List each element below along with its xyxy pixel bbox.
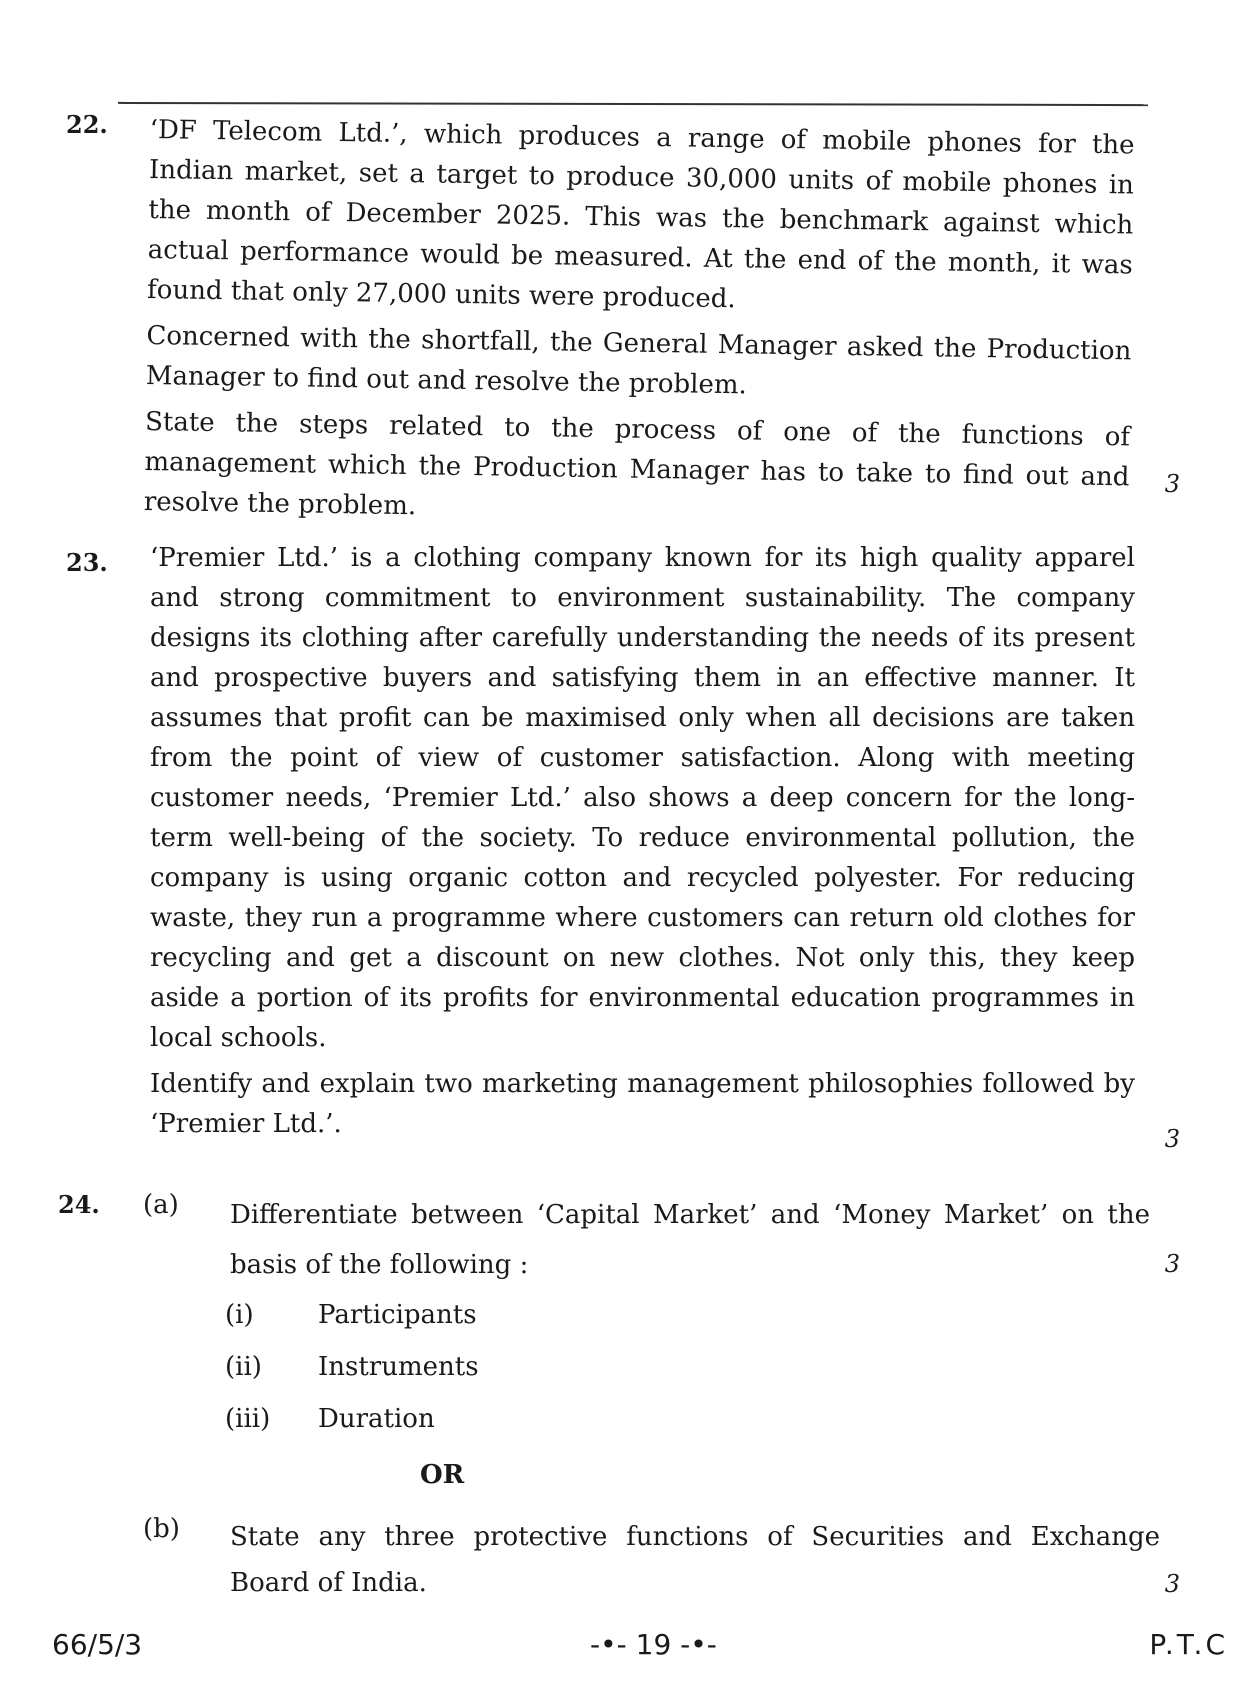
question-number: 22. — [66, 110, 108, 139]
list-item-number: (iii) — [225, 1404, 271, 1434]
paper-code: 66/5/3 — [52, 1628, 143, 1661]
question-body — [143, 110, 1134, 543]
paragraph: State the steps related to the process of one of the functions of management which the Production Manager has to take to find out and resolve the problem. — [143, 406, 1131, 522]
part-b-label: (b) — [143, 1514, 180, 1544]
part-b-text: State any three protective functions of Securities and Exchange Board of India. — [230, 1522, 1160, 1598]
list-item-number: (i) — [225, 1300, 254, 1330]
top-rule — [118, 102, 1148, 106]
marks: 3 — [1164, 1250, 1180, 1278]
part-a-label: (a) — [143, 1190, 179, 1220]
marks: 3 — [1164, 1125, 1180, 1153]
page-footer — [0, 1628, 1240, 1668]
list-item-text: Instruments — [318, 1352, 479, 1382]
paragraph: ‘Premier Ltd.’ is a clothing company known for its high quality apparel and strong commitment to environment sustainability. The company designs its clothing after carefully understanding the needs of its present and prospective buyers and satisfying them in an effective manner. It assumes that profit can be maximised only when all decisions are taken from the point of view of customer satisfaction. Along with meeting customer needs, ‘Premier Ltd.’ also shows a deep concern for the long-term well-being of the society. To reduce environmental pollution, the company is using organic cotton and recycled polyester. For reducing waste, they run a programme where customers can return old clothes for recycling and get a discount on new clothes. Not only this, they keep aside a portion of its profits for environmental education programmes in local schools. — [150, 543, 1135, 1053]
list-item-text: Participants — [318, 1300, 477, 1330]
marks: 3 — [1164, 1570, 1180, 1598]
please-turn-over: P.T.C — [1149, 1628, 1228, 1661]
question-number: 23. — [66, 548, 108, 577]
or-separator: OR — [420, 1460, 465, 1490]
list-item-text: Duration — [318, 1404, 435, 1434]
question-body — [150, 538, 1135, 1150]
list-item-number: (ii) — [225, 1352, 262, 1382]
page-number: -•- 19 -•- — [590, 1628, 717, 1661]
part-a-text: Differentiate between ‘Capital Market’ and ‘Money Market’ on the basis of the following : — [230, 1200, 1150, 1280]
paragraph: Identify and explain two marketing management philosophies followed by ‘Premier Ltd.’. — [150, 1069, 1135, 1139]
marks: 3 — [1164, 470, 1180, 498]
question-number: 24. — [58, 1190, 100, 1219]
paragraph: ‘DF Telecom Ltd.’, which produces a range of mobile phones for the Indian market, set a target to produce 30,000 units of mobile phones in the month of December 2025. This was the benchmark against which actual performance would be measured. At the end of the month, it was found that only 27,000 units were produced. — [146, 114, 1135, 315]
paragraph: Concerned with the shortfall, the General Manager asked the Production Manager to find out and resolve the problem. — [145, 320, 1132, 401]
